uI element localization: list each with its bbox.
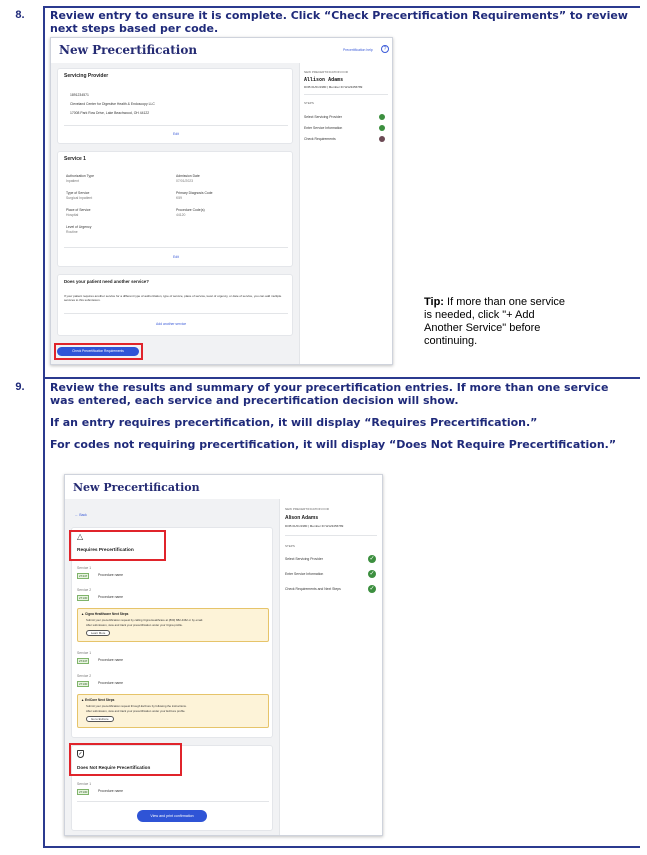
alert-text: Submit your precertification request by calling Cigna Healthcare at (800) 882-4462 or by email. (86, 618, 204, 622)
divider (304, 94, 388, 95)
field-label: Primary Diagnosis Code (176, 191, 213, 195)
alert-text: Submit your precertification request through EviCore by following the instructions. (86, 704, 187, 708)
edit-service-link[interactable]: Edit (173, 255, 179, 259)
top-rule (44, 6, 640, 8)
check-icon: ✓ (369, 586, 375, 592)
divider (64, 313, 288, 314)
column-divider (43, 6, 45, 848)
step-item: Select Servicing Provider (304, 115, 342, 119)
another-service-text: If your patient requires another service for a different type of authorization, type of service, place of service, level of urgency, or date of service, you can add multiple services to this submission. (64, 294, 282, 302)
field-value: Routine (66, 230, 78, 234)
procedure-code: 27130 (79, 682, 88, 686)
step-current-icon (379, 136, 385, 142)
learn-more-button[interactable]: Learn More (86, 630, 110, 636)
requires-heading: Requires Precertification (77, 548, 134, 553)
service-label: Service 1 (77, 782, 92, 786)
step9-instructions: Review the results and summary of your precertification entries. If more than one service was entered, each service and precertification decision will show. If an entry requires precertification, it will display “Requires Precertification.” For codes not requiring precertification, it will display “Does Not Require Precertification.” (50, 381, 617, 451)
field-label: Level of Urgency (66, 225, 92, 229)
servicing-provider-card (57, 68, 293, 144)
field-label: Authorization Type (66, 174, 95, 178)
procedure-name: Procedure name (98, 658, 124, 662)
field-label: Place of Service (66, 208, 91, 212)
add-another-service-link[interactable]: Add another service (156, 322, 187, 326)
page-title: New Precertification (59, 43, 198, 57)
procedure-code: 27447 (79, 659, 88, 663)
alert-text: After submission, view and track your precertification under your EviCore profile. (86, 709, 186, 713)
provider-address: 17008 Park Row Drive, Lake Beachwood, OH 44122 (70, 111, 150, 115)
check-icon: ✓ (369, 571, 375, 577)
side-label: NEW PRECERTIFICATION FOR (304, 70, 348, 74)
step-number-8: 8. (15, 9, 25, 21)
evicore-next-steps-alert (77, 694, 269, 728)
tip-note: Tip: If more than one service is needed, click "+ Add Another Service" before continuing. (424, 296, 566, 347)
field-value: Hospital (66, 213, 79, 217)
field-label: Procedure Code(s) (176, 208, 205, 212)
edit-provider-link[interactable]: Edit (173, 132, 179, 136)
side-label: NEW PRECERTIFICATION FOR (285, 507, 329, 511)
step8-screenshot (50, 37, 393, 365)
side-area (279, 499, 383, 836)
step-divider (44, 377, 640, 379)
service-label: Service 1 (77, 566, 92, 570)
step-number-9: 9. (15, 381, 25, 393)
service-label: Service 2 (77, 588, 92, 592)
procedure-name: Procedure name (98, 789, 124, 793)
procedure-code: 27447 (79, 574, 88, 578)
patient-meta: DOB 01/01/1980 | Member ID W123456789 (285, 524, 344, 528)
procedure-name: Procedure name (98, 681, 124, 685)
patient-name: Alison Adams (285, 515, 319, 521)
service-label: Service 1 (77, 651, 92, 655)
highlight-box (69, 530, 166, 561)
field-label: Type of Service (66, 191, 90, 195)
steps-label: STEPS (285, 544, 295, 548)
step-item: Check Requirements (304, 137, 336, 141)
step-complete-icon (379, 125, 385, 131)
alert-text: After submission, view and track your precertification under your Cigna profile. (86, 623, 183, 627)
shield-check-icon: ✓ (78, 751, 83, 757)
procedure-code: 27130 (79, 596, 88, 600)
help-icon[interactable]: ? (381, 45, 389, 53)
steps-label: STEPS (304, 101, 314, 105)
another-service-heading: Does your patient need another service? (64, 279, 149, 284)
another-service-card (57, 274, 293, 336)
step-item: Select Servicing Provider (285, 557, 323, 561)
step-item: Enter Service Information (304, 126, 343, 130)
patient-meta: DOB 01/01/1980 | Member ID W123456789 (304, 85, 363, 89)
step9-screenshot (64, 474, 383, 836)
field-value: 44120 (176, 213, 186, 217)
step-complete-icon (379, 114, 385, 120)
page-title: New Precertification (73, 481, 200, 494)
procedure-code: 27130 (79, 790, 88, 794)
check-icon: ✓ (369, 556, 375, 562)
go-to-evicore-button[interactable]: Go to EviCore (86, 716, 114, 722)
service-heading: Service 1 (64, 156, 86, 162)
procedure-name: Procedure name (98, 595, 124, 599)
patient-name: Allison Adams (304, 77, 344, 83)
step8-instruction: Review entry to ensure it is complete. Click “Check Precertification Requirements” to review next steps based per code. (50, 9, 628, 35)
warning-icon: △ (77, 532, 84, 541)
step-item: Enter Service Information (285, 572, 324, 576)
service-1-card (57, 151, 293, 267)
field-value: Surgical Inpatient (66, 196, 93, 200)
alert-title: ▲ Cigna Healthcare Next Steps (81, 612, 129, 616)
help-link[interactable]: Precertification help (343, 48, 373, 52)
servicing-provider-label: Servicing Provider (64, 73, 109, 79)
procedure-name: Procedure name (98, 573, 124, 577)
highlight-box (69, 743, 182, 776)
alert-title: ▲ EviCore Next Steps (81, 698, 115, 702)
cigna-next-steps-alert (77, 608, 269, 642)
field-label: Admission Date (176, 174, 200, 178)
divider (64, 125, 288, 126)
view-print-confirmation-button[interactable]: View and print confirmation (137, 810, 207, 822)
highlight-box (54, 343, 143, 360)
service-label: Service 2 (77, 674, 92, 678)
field-value: K59 (176, 196, 183, 200)
not-required-heading: Does Not Require Precertification (77, 765, 151, 770)
divider (285, 535, 377, 536)
field-value: Inpatient (66, 179, 80, 183)
check-requirements-button[interactable]: Check Precertification Requirements (57, 347, 139, 356)
back-link[interactable]: ← Back (75, 513, 87, 517)
provider-name: Cleveland Center for Digestive Health & Endoscopy LLC (70, 102, 155, 106)
step-item: Check Requirements and Next Steps (285, 587, 341, 591)
divider (64, 247, 288, 248)
bottom-rule (44, 846, 640, 848)
field-value: 07/01/2023 (176, 179, 193, 183)
divider (77, 801, 269, 802)
side-area (299, 63, 393, 365)
provider-id: 1891234571 (70, 93, 89, 97)
